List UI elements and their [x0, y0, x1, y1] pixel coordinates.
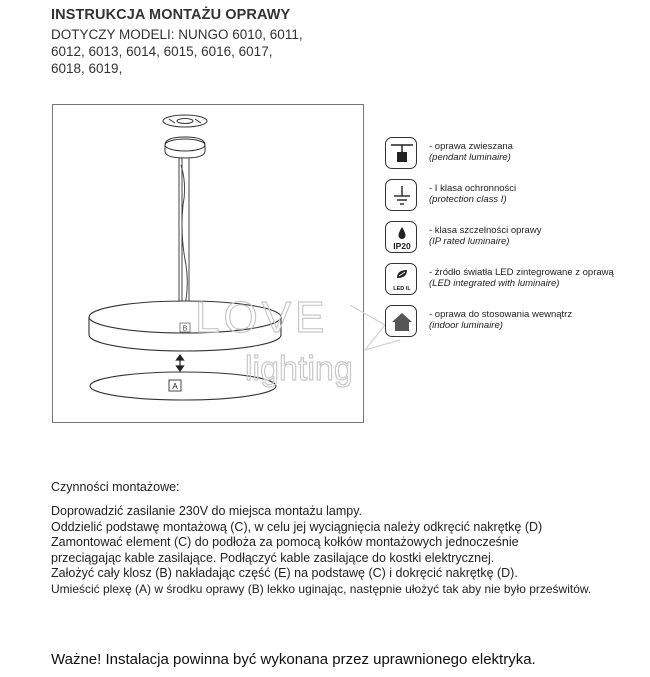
legend-item-ip-rating	[385, 221, 645, 257]
pendant-icon	[385, 137, 417, 169]
assembly-instructions	[51, 480, 641, 597]
important-notice: Ważne! Instalacja powinna być wykonana przez uprawnionego elektryka.	[51, 651, 536, 668]
legend-pl-text: - oprawa zwieszana	[429, 141, 513, 152]
luminaire-drawing	[53, 105, 365, 424]
models-line: DOTYCZY MODELI: NUNGO 6010, 6011,	[51, 27, 303, 42]
ip-rating-icon	[385, 221, 417, 253]
legend-item-led	[385, 263, 645, 299]
plexi-diffuser	[90, 372, 276, 400]
led-module-text: LED IL	[393, 286, 411, 292]
legend-en-text: (protection class I)	[429, 194, 507, 205]
watermark-word-top: LOVE	[195, 293, 329, 342]
label-a: A	[172, 382, 178, 391]
legend-pl-text: - klasa szczelności oprawy	[429, 225, 542, 236]
models-list	[51, 26, 351, 77]
legend-pl-text: - oprawa do stosowania wewnątrz	[429, 309, 573, 320]
legend-en-text: (IP rated luminaire)	[429, 236, 510, 247]
label-b: B	[182, 325, 188, 333]
legend-en-text: (LED integrated with luminaire)	[429, 278, 560, 289]
models-line: 6012, 6013, 6014, 6015, 6016, 6017,	[51, 44, 273, 59]
legend-item-indoor	[385, 305, 645, 341]
models-line: 6018, 6019,	[51, 61, 123, 76]
led-module-icon	[385, 263, 417, 295]
instruction-line: Założyć cały klosz (B) nakładając część (E) na podstawę (C) i dokręcić nakrętkę (D).	[51, 566, 518, 580]
assembly-arrow	[177, 355, 184, 371]
instruction-line: przeciągając kable zasilające. Podłączyć kable zasilające do kostki elektrycznej.	[51, 550, 495, 565]
document-title: INSTRUKCJA MONTAŻU OPRAWY	[51, 7, 291, 23]
instruction-line: Oddzielić podstawę montażową (C), w celu jej wyciągnięcia należy odkręcić nakrętkę (D)	[51, 519, 543, 534]
suspension-cables	[179, 158, 189, 305]
ip-rating-text: IP20	[393, 241, 411, 251]
legend-pl-text: - I klasa ochronności	[429, 183, 517, 194]
legend-pl-text: - źródło światła LED zintegrowane z oprawą	[429, 267, 614, 278]
instructions-heading: Czynności montażowe:	[51, 480, 180, 494]
legend-en-text: (pendant luminaire)	[429, 152, 511, 163]
legend-item-protection-class	[385, 179, 645, 215]
watermark-word-bottom: lighting	[245, 350, 353, 388]
legend-en-text: (indoor luminaire)	[429, 320, 503, 331]
indoor-house-icon	[385, 305, 417, 337]
instruction-line: Umieścić plexę (A) w środku oprawy (B) lekko uginając, następnie ułożyć tak aby nie było prześwitów.	[51, 581, 592, 596]
instruction-line: Doprowadzić zasilanie 230V do miejsca montażu lampy.	[51, 504, 363, 518]
instruction-line: Zamontować element (C) do podłoża za pomocą kołków montażowych jednocześnie	[51, 535, 519, 549]
assembly-diagram	[52, 104, 364, 423]
canopy-base	[165, 137, 205, 158]
ceiling-mount-top	[163, 115, 207, 127]
ground-icon	[385, 179, 417, 211]
legend-item-pendant	[385, 137, 645, 173]
